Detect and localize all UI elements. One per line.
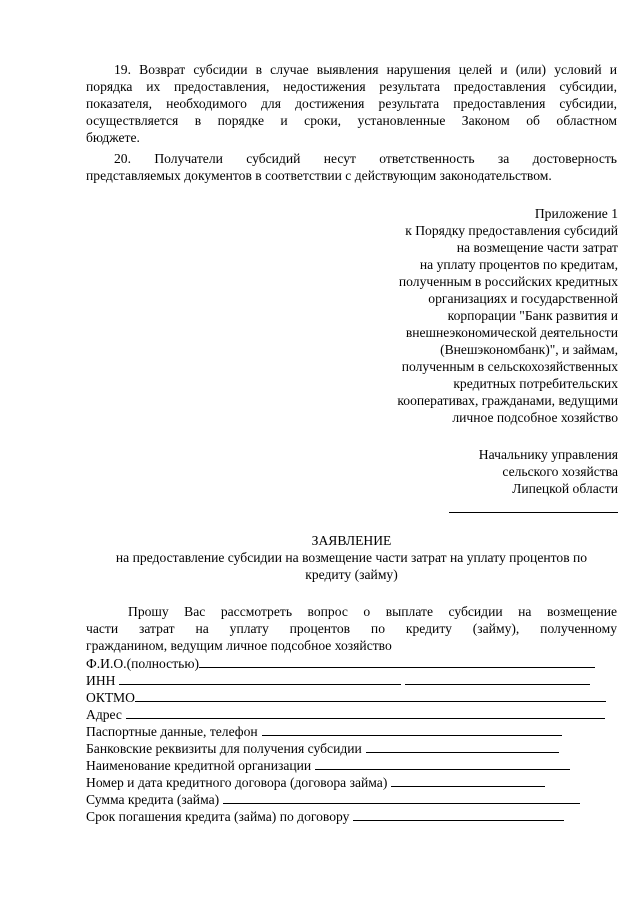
appendix-line: корпорации "Банк развития и [447,308,618,323]
inn-blank-2[interactable] [405,672,590,685]
appendix-line: (Внешэкономбанк)", и займам, [440,342,618,357]
document-subtitle-line: на предоставление субсидии на возмещение части затрат на уплату процентов по [115,550,588,565]
field-passport [86,723,562,741]
appendix-line: личное подсобное хозяйство [452,410,618,425]
appendix-line: полученным в российских кредитных [398,274,618,289]
field-address [86,706,605,724]
field-label: Адрес [86,707,122,722]
addressee-signature-line [449,512,618,513]
addressee-line: Начальнику управления [478,447,618,462]
bank-details-blank[interactable] [366,740,422,753]
appendix-line: на возмещение части затрат [456,240,618,255]
appendix-line: полученным в сельскохозяйственных [401,359,618,374]
field-term [86,808,564,826]
field-label: Наименование кредитной организации [86,758,312,773]
address-blank[interactable] [126,706,170,719]
bank-details-blank-2[interactable] [422,740,559,753]
appendix-line: на уплату процентов по кредитам, [419,257,618,272]
field-contract [86,774,545,792]
field-bank-details [86,740,559,758]
field-label: Ф.И.О.(полностью) [86,656,200,671]
term-blank-2[interactable] [433,808,564,821]
field-label: Срок погашения кредита (займа) по договору [86,809,350,824]
passport-blank-2[interactable] [304,723,562,736]
clause-19-line: порядка их предоставления, недостижения результата предоставления субсидии, [86,79,617,94]
passport-blank[interactable] [262,723,304,736]
contract-blank[interactable] [391,774,473,787]
appendix-line: к Порядку предоставления субсидий [405,223,618,238]
field-label: Паспортные данные, телефон [86,724,258,739]
field-credit-org [86,757,570,775]
credit-org-blank-2[interactable] [383,757,570,770]
clause-19-line: показателя, необходимого для достижения результата предоставления субсидии, [86,96,617,111]
oktmo-blank[interactable] [135,689,606,702]
appendix-line: организациях и государственной [428,291,618,306]
field-label: ОКТМО [86,690,135,705]
term-blank[interactable] [353,808,433,821]
appendix-line: кредитных потребительских [453,376,618,391]
addressee-line: Липецкой области [512,481,618,496]
clause-20-line: 20. Получатели субсидий несут ответственность за достоверность [114,151,617,166]
appendix-line: Приложение 1 [534,206,618,221]
field-label: Номер и дата кредитного договора (договора займа) [86,775,388,790]
field-label: Банковские реквизиты для получения субсидии [86,741,362,756]
field-label: Сумма кредита (займа) [86,792,220,807]
field-amount [86,791,580,809]
inn-blank[interactable] [119,672,401,685]
field-oktmo [86,689,606,707]
amount-blank[interactable] [223,791,281,804]
document-title: ЗАЯВЛЕНИЕ [311,533,392,548]
document-subtitle-line: кредиту (займу) [305,567,398,582]
appendix-line: кооперативах, гражданами, ведущими [397,393,618,408]
addressee-line: сельского хозяйства [502,464,618,479]
field-label: ИНН [86,673,116,688]
appendix-line: внешнеэкономической деятельности [405,325,618,340]
field-inn [86,672,590,690]
clause-19-line: 19. Возврат субсидии в случае выявления нарушения целей и (или) условий и [114,62,617,77]
contract-blank-2[interactable] [473,774,545,787]
address-blank-2[interactable] [170,706,605,719]
request-line: гражданином, ведущим личное подсобное хозяйство [86,638,392,653]
clause-19-line: бюджете. [86,130,140,145]
clause-20-line: представляемых документов в соответствии с действующим законодательством. [86,168,552,183]
request-line: Прошу Вас рассмотреть вопрос о выплате субсидии на возмещение [128,604,617,619]
credit-org-blank[interactable] [315,757,383,770]
field-fio [86,655,595,673]
fio-blank[interactable] [199,655,595,668]
request-line: части затрат на уплату процентов по кредиту (займу), полученному [86,621,617,636]
clause-19-line: осуществляется в порядке и сроки, установленные Законом об областном [86,113,617,128]
amount-blank-2[interactable] [281,791,580,804]
